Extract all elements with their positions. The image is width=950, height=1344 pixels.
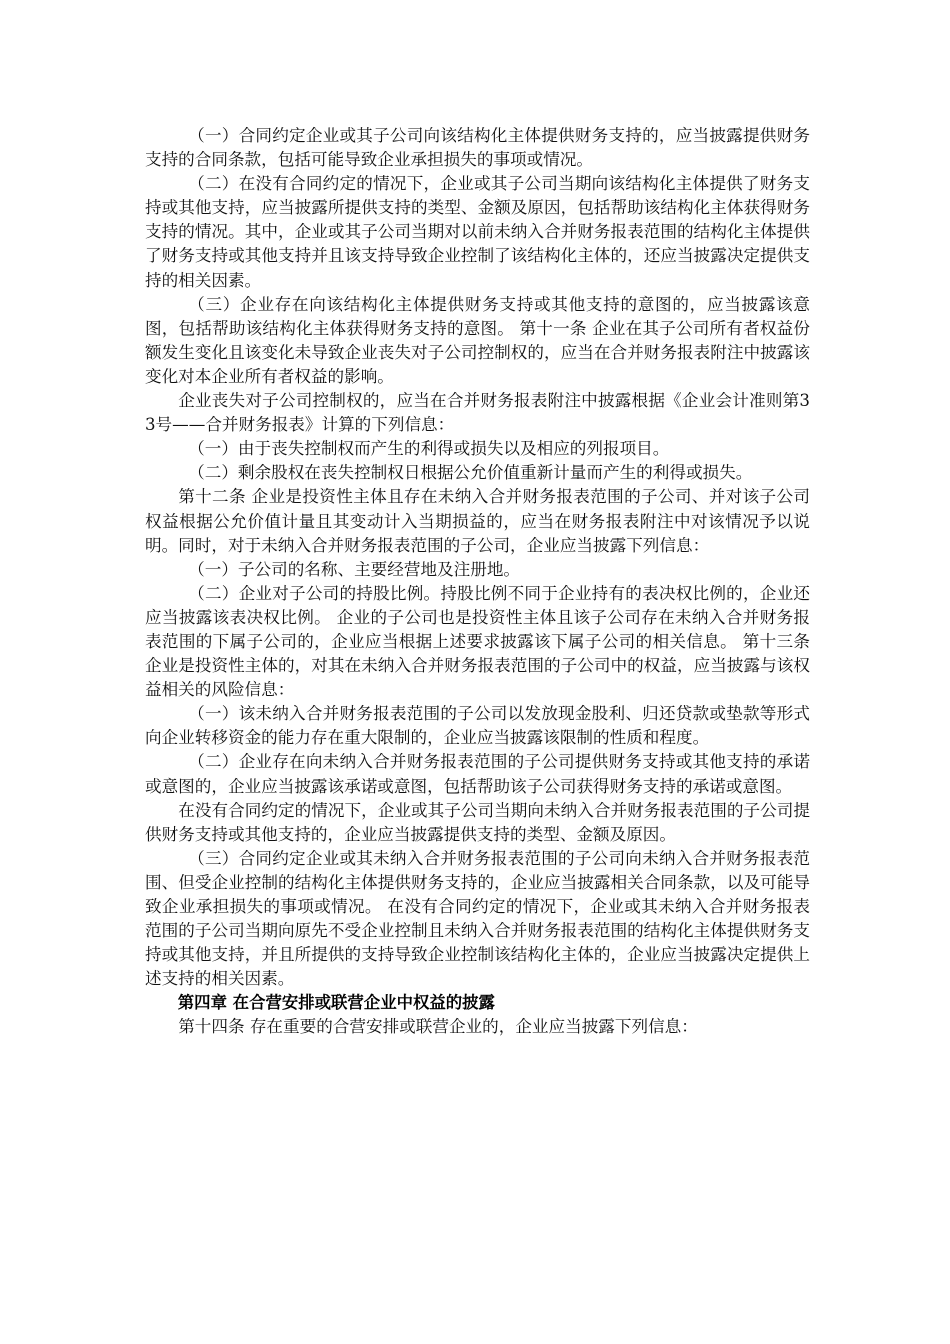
- paragraph-loss-of-control: 企业丧失对子公司控制权的，应当在合并财务报表附注中披露根据《企业会计准则第33号——合并财务报表》计算的下列信息：: [145, 391, 810, 435]
- paragraph-article-13-item-3: （三）合同约定企业或其未纳入合并财务报表范围的子公司向未纳入合并财务报表范围、但受企业控制的结构化主体提供财务支持的，企业应当披露相关合同条款，以及可能导致企业承担损失的事项或情况。 在没有合同约定的情况下，企业或其未纳入合并财务报表范围的子公司当期向原先不受企业控制且未纳入合并财务报表范围的结构化主体提供财务支持或其他支持，并且所提供的支持导致企业控制该结构化主体的，企业应当披露决定提供上述支持的相关因素。: [145, 848, 810, 989]
- paragraph-article-14: 第十四条 存在重要的合营安排或联营企业的，企业应当披露下列信息：: [178, 1017, 698, 1037]
- paragraph-article-12: 第十二条 企业是投资性主体且存在未纳入合并财务报表范围的子公司、并对该子公司权益根据公允价值计量且其变动计入当期损益的，应当在财务报表附注中对该情况予以说明。同时，对于未纳入合并财务报表范围的子公司，企业应当披露下列信息：: [145, 487, 810, 555]
- paragraph-article-12-item-1: （一）子公司的名称、主要经营地及注册地。: [188, 559, 521, 579]
- document-body: [145, 124, 810, 1040]
- paragraph-article-12-item-2-article-13: （二）企业对子公司的持股比例。持股比例不同于企业持有的表决权比例的，企业还应当披露该表决权比例。 企业的子公司也是投资性主体且该子公司存在未纳入合并财务报表范围的下属子公司的，企业应当根据上述要求披露该下属子公司的相关信息。 第十三条 企业是投资性主体的，对其在未纳入合并财务报表范围的子公司中的权益，应当披露与该权益相关的风险信息：: [145, 583, 810, 700]
- paragraph-no-contract-support: （二）在没有合同约定的情况下，企业或其子公司当期向该结构化主体提供了财务支持或其他支持，应当披露所提供支持的类型、金额及原因，包括帮助该结构化主体获得财务支持的情况。其中，企业或其子公司当期对以前未纳入合并财务报表范围的结构化主体提供了财务支持或其他支持并且该支持导致企业控制了该结构化主体的，还应当披露决定提供支持的相关因素。: [145, 174, 810, 290]
- paragraph-support-intent-article-11: （三）企业存在向该结构化主体提供财务支持或其他支持的意图的，应当披露该意图，包括帮助该结构化主体获得财务支持的意图。 第十一条 企业在其子公司所有者权益份额发生变化且该变化未导致企业丧失对子公司控制权的，应当在合并财务报表附注中披露该变化对本企业所有者权益的影响。: [145, 294, 810, 386]
- paragraph-loss-of-control-item-1: （一）由于丧失控制权而产生的利得或损失以及相应的列报项目。: [188, 439, 670, 459]
- paragraph-article-13-item-1: （一）该未纳入合并财务报表范围的子公司以发放现金股利、归还贷款或垫款等形式向企业转移资金的能力存在重大限制的，企业应当披露该限制的性质和程度。: [145, 704, 810, 748]
- paragraph-article-13-item-2: （二）企业存在向未纳入合并财务报表范围的子公司提供财务支持或其他支持的承诺或意图的，企业应当披露该承诺或意图，包括帮助该子公司获得财务支持的承诺或意图。: [145, 752, 810, 796]
- paragraph-no-contract-subsidiary-support: 在没有合同约定的情况下，企业或其子公司当期向未纳入合并财务报表范围的子公司提供财务支持或其他支持的，企业应当披露提供支持的类型、金额及原因。: [145, 800, 810, 844]
- chapter-heading: 第四章 在合营安排或联营企业中权益的披露: [177, 993, 495, 1013]
- paragraph-loss-of-control-item-2: （二）剩余股权在丧失控制权日根据公允价值重新计量而产生的利得或损失。: [188, 463, 753, 483]
- paragraph-contract-support: （一）合同约定企业或其子公司向该结构化主体提供财务支持的，应当披露提供财务支持的合同条款，包括可能导致企业承担损失的事项或情况。: [145, 126, 810, 170]
